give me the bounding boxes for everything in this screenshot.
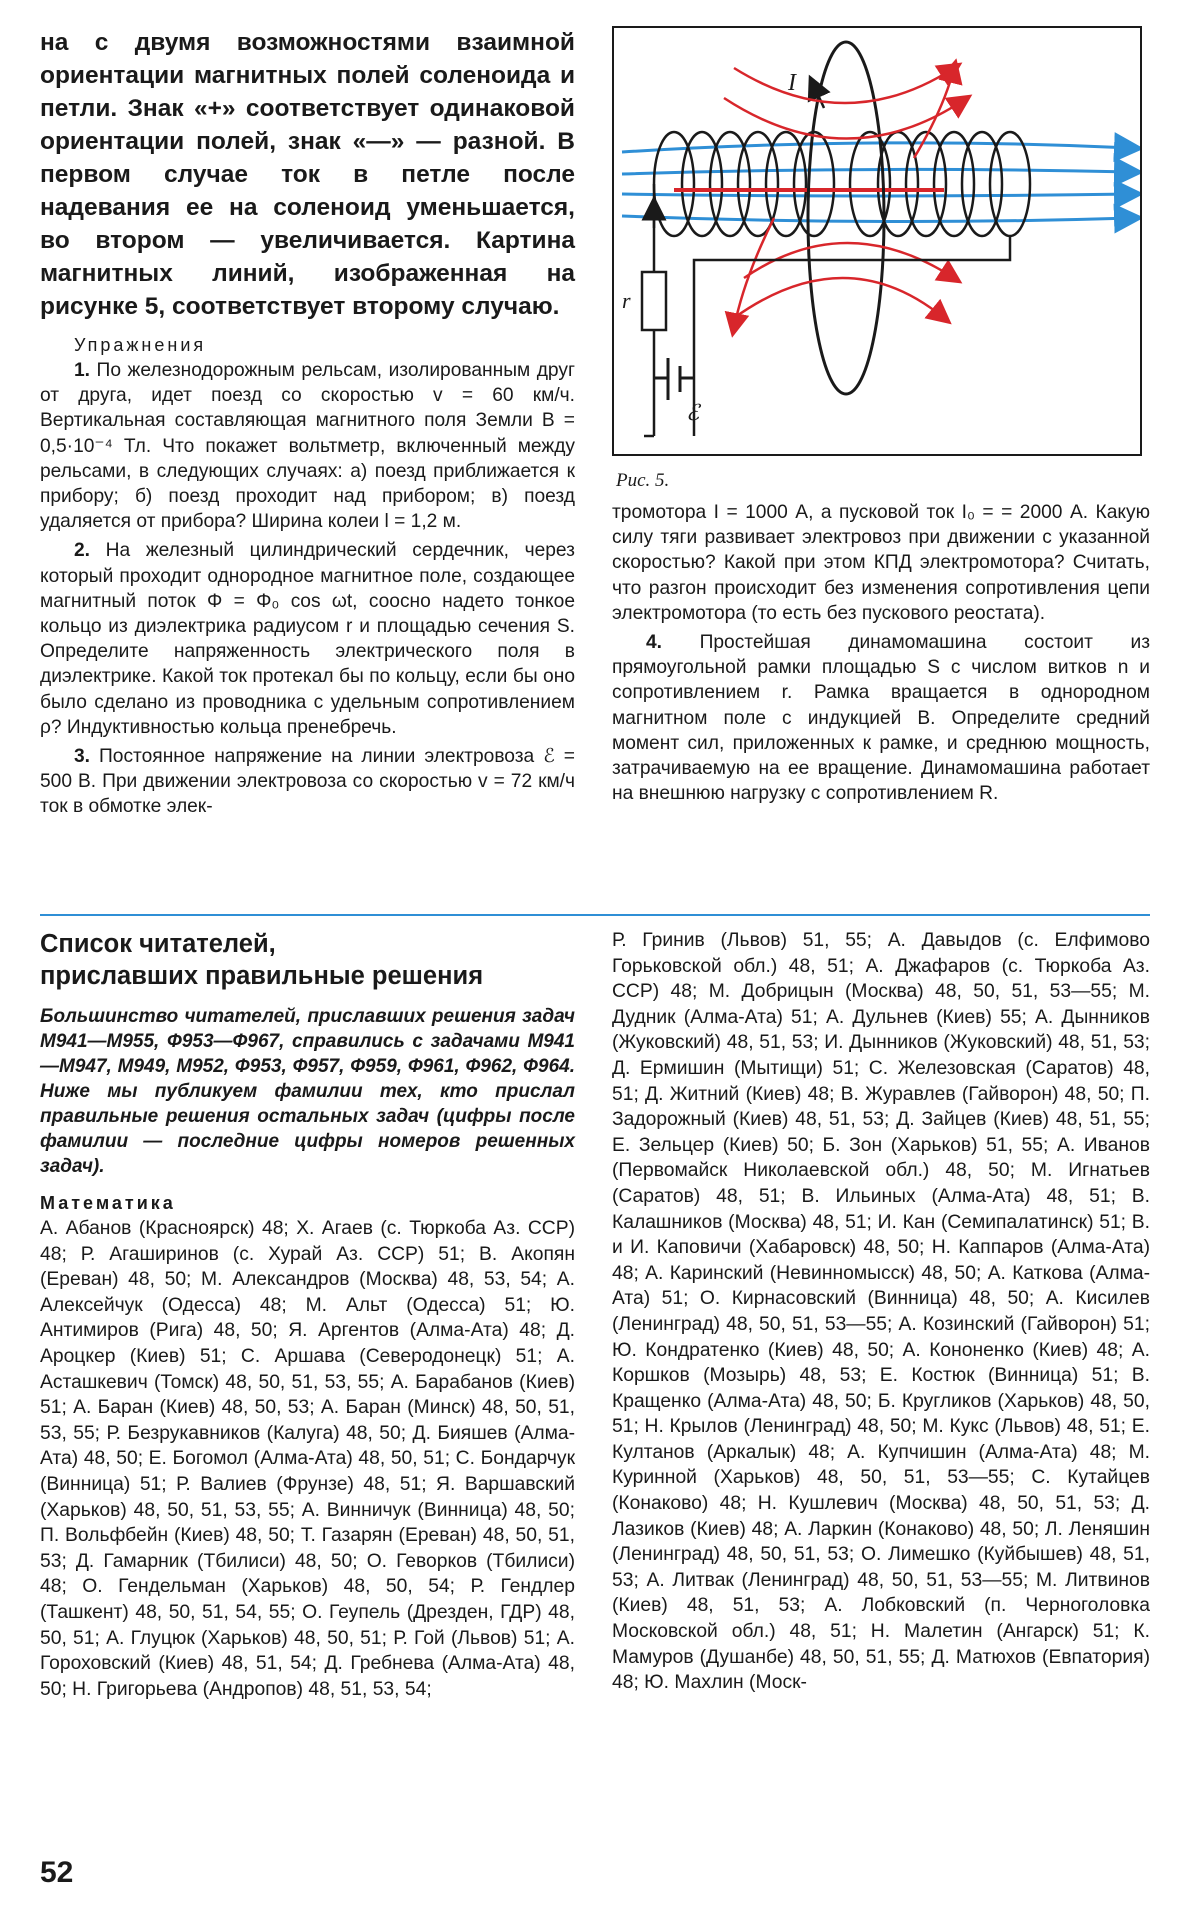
current-label: I: [788, 70, 796, 96]
exercise-3-number: 3.: [74, 746, 91, 768]
readers-title: [40, 928, 575, 992]
top-right-column: [612, 26, 1150, 810]
readers-title-line-1: Список читателей,: [40, 930, 276, 958]
resistor-label: r: [622, 288, 631, 313]
math-heading: Математика: [40, 1193, 176, 1213]
figure-5: [612, 26, 1142, 456]
exercise-3-continued: тромотора I = 1000 А, а пусковой ток I₀ = = 2000 А. Какую силу тяги развивает электровоз при движении с указанной скоростью? Какой при этом КПД электромотора? Считать, что разгон происходит без изменения сопротивления цепи электромотора (то есть без пускового реостата).: [612, 502, 1150, 624]
exercise-1-number: 1.: [74, 360, 91, 381]
exercise-1-text: По железнодорожным рельсам, изолированным друг от друга, идет поезд со скоростью v = 60 км/ч. Вертикальная составляющая магнитного поля Земли B = 0,5·10⁻⁴ Тл. Что покажет вольтметр, включенный между рельсами, в следующих случаях: а) поезд приближается к прибору; б) поезд проходит над прибором; в) поезд удаляется от прибора? Ширина колеи l = 1,2 м.: [40, 360, 575, 533]
battery: [654, 358, 694, 400]
axis-line: [622, 143, 1132, 152]
readers-intro: Большинство читателей, приславших решения задач М941—М955, Ф953—Ф967, справились с задачами М941—М947, М949, М952, Ф953, Ф957, Ф959, Ф961, Ф962, Ф964. Ниже мы публикуем фамилии тех, кто прислал правильные решения остальных задач (цифры после фамилии — последние цифры номеров решенных задач).: [40, 1006, 575, 1177]
section-divider: [40, 914, 1150, 916]
readers-names-left: А. Абанов (Красноярск) 48; Х. Агаев (с. Тюркоба Аз. ССР) 48; Р. Агаширинов (с. Хурай Аз. ССР) 51; В. Акопян (Ереван) 48, 50; М. Александров (Москва) 48, 53, 54; А. Алексейчук (Одесса) 48; М. Альт (Одесса) 51; Ю. Антимиров (Рига) 48, 50; Я. Аргентов (Алма-Ата) 48; Д. Ароцкер (Киев) 51; С. Аршава (Северодонецк) 51; А. Асташкевич (Томск) 48, 50, 51, 53, 55; А. Барабанов (Киев) 51; А. Баран (Киев) 48, 50, 53; А. Баран (Минск) 48, 50, 51, 53, 55; Р. Безрукавников (Калуга) 48, 50; Д. Бияшев (Алма-Ата) 48, 50; Е. Богомол (Алма-Ата) 48, 50, 51; С. Бондарчук (Винница) 51; Р. Валиев (Фрунзе) 48, 51; Я. Варшавский (Харьков) 48, 50, 51, 53, 55; А. Винничук (Винница) 48, 50; П. Вольфбейн (Киев) 48, 50; Т. Газарян (Ереван) 48, 50, 51, 53; Д. Гамарник (Тбилиси) 48, 50; О. Геворков (Тбилиси) 48; О. Гендельман (Харьков) 48, 50, 54; Р. Гендлер (Ташкент) 48, 50, 51, 54, 55; О. Геупель (Дрезден, ГДР) 48, 50, 51; А. Глуцюк (Харьков) 48, 50, 51; Р. Гой (Львов) 51; А. Гороховский (Киев) 48, 51, 54; Д. Гребнева (Алма-Ата) 48, 50; Н. Григорьева (Андропов) 48, 51, 53, 54;: [40, 1218, 575, 1700]
exercise-1: [40, 358, 575, 534]
exercise-3-text: Постоянное напряжение на линии электровоза ℰ = 500 В. При движении электровоза со скоростью v = 72 км/ч ток в обмотке элек-: [40, 746, 575, 818]
emf-label: ℰ: [686, 400, 700, 425]
loop-field-lines: [724, 68, 964, 328]
axis-line: [622, 169, 1132, 174]
exercise-4-text: Простейшая динамомашина состоит из прямоугольной рамки площадью S с числом витков n и сопротивлением r. Рамка вращается в однородном магнитном поле с индукцией B. Определите средний момент сил, приложенных к рамке, и среднюю мощность, затрачиваемую на ее вращение. Динамомашина работает на внешнюю нагрузку с сопротивлением R.: [612, 632, 1150, 805]
top-left-column: [40, 26, 575, 824]
page-number: 52: [40, 1856, 74, 1889]
exercises-heading: Упражнения: [74, 335, 207, 355]
readers-title-line-2: приславших правильные решения: [40, 962, 484, 990]
readers-names-right: Р. Гринив (Львов) 51, 55; А. Давыдов (с. Елфимово Горьковской обл.) 48, 51; А. Джафаров (с. Тюркоба Аз. ССР) 48; М. Добрицын (Москва) 48, 50, 51, 53—55; М. Дудник (Алма-Ата) 51; А. Дульнев (Киев) 55; А. Дынников (Жуковский) 48, 51, 53; И. Дынников (Жуковский) 48, 51, 53; Д. Ермишин (Мытищи) 51; С. Железовская (Саратов) 48, 51; Д. Житний (Киев) 48; В. Журавлев (Гайворон) 48, 50; П. Задорожный (Киев) 48, 51, 53; Д. Зайцев (Киев) 48, 51, 55; Е. Зельцер (Киев) 50; Б. Зон (Харьков) 51, 55; А. Иванов (Первомайск Николаевской обл.) 48, 50; М. Игнатьев (Саратов) 48, 51; В. Ильиных (Алма-Ата) 48, 51; В. Калашников (Москва) 48, 51; И. Кан (Семипалатинск) 51; В. и И. Каповичи (Хабаровск) 48, 50; Н. Каппаров (Алма-Ата) 48; А. Каринский (Невинномысск) 48, 50; А. Каткова (Алма-Ата) 51; О. Кирнасовский (Винница) 48, 50; А. Кисилев (Ленинград) 48, 50, 51, 53—55; А. Козинский (Гайворон) 51; Ю. Кондратенко (Киев) 48, 50; А. Кононенко (Киев) 48; А. Коршков (Мозырь) 48, 53; Е. Костюк (Винница) 51; В. Кращенко (Алма-Ата) 48, 50; Б. Кругликов (Харьков) 48, 50, 51; Н. Крылов (Ленинград) 48, 50; М. Кукс (Львов) 48, 51; Е. Култанов (Аркалык) 48; А. Купчишин (Алма-Ата) 48; М. Куринной (Харьков) 48, 50, 51, 53—55; С. Кутайцев (Конаково) 48; Н. Кушлевич (Москва) 48, 50, 51, 53; Д. Лазиков (Киев) 48; А. Ларкин (Конаково) 48, 50; Л. Леняшин (Ленинград) 48, 50, 51, 53; О. Лимешко (Куйбышев) 48, 51, 53; А. Литвак (Ленинград) 48, 50, 51, 53—55; М. Литвинов (Киев) 48, 51, 53; А. Лобковский (п. Черноголовка Московской обл.) 48, 51; Н. Малетин (Ангарск) 51; К. Мамуров (Душанбе) 48, 50, 51, 55; Д. Матюхов (Евпатория) 48; Ю. Махлин (Моск-: [612, 930, 1150, 1694]
exercise-3: [40, 744, 575, 820]
solenoid-diagram: [614, 28, 1140, 454]
loop-ring: [808, 42, 884, 394]
resistor: [642, 272, 666, 330]
exercise-2: [40, 538, 575, 740]
axis-line: [622, 216, 1132, 222]
exercise-4: [612, 630, 1150, 806]
exercise-2-number: 2.: [74, 540, 91, 562]
exercise-4-number: 4.: [646, 632, 663, 654]
exercise-2-text: На железный цилиндрический сердечник, через который проходит однородное магнитное поле, создающее магнитный поток Φ = Φ₀ cos ωt, соосно надето тонкое кольцо из диэлектрика радиусом r и площадью сечения S. Определите напряженность электрического поля в диэлектрике. Какой ток протекал бы по кольцу, если бы оно было сделано из проводника с удельным сопротивлением ρ? Индуктивностью кольца пренебречь.: [40, 540, 575, 738]
readers-right-column: [612, 928, 1150, 1696]
figure-caption: Рис. 5.: [616, 470, 670, 491]
lead-paragraph: на с двумя возможностями взаимной ориентации магнитных полей соленоида и петли. Знак «+» соответствует одинаковой ориентации полей, знак «—» — разной. В первом случае ток в петле после надевания ее на соленоид уменьшается, во втором — увеличивается. Картина магнитных линий, изображенная на рисунке 5, соответствует второму случаю.: [40, 29, 575, 320]
axis-line: [622, 194, 1132, 196]
readers-left-column: [40, 928, 575, 1702]
